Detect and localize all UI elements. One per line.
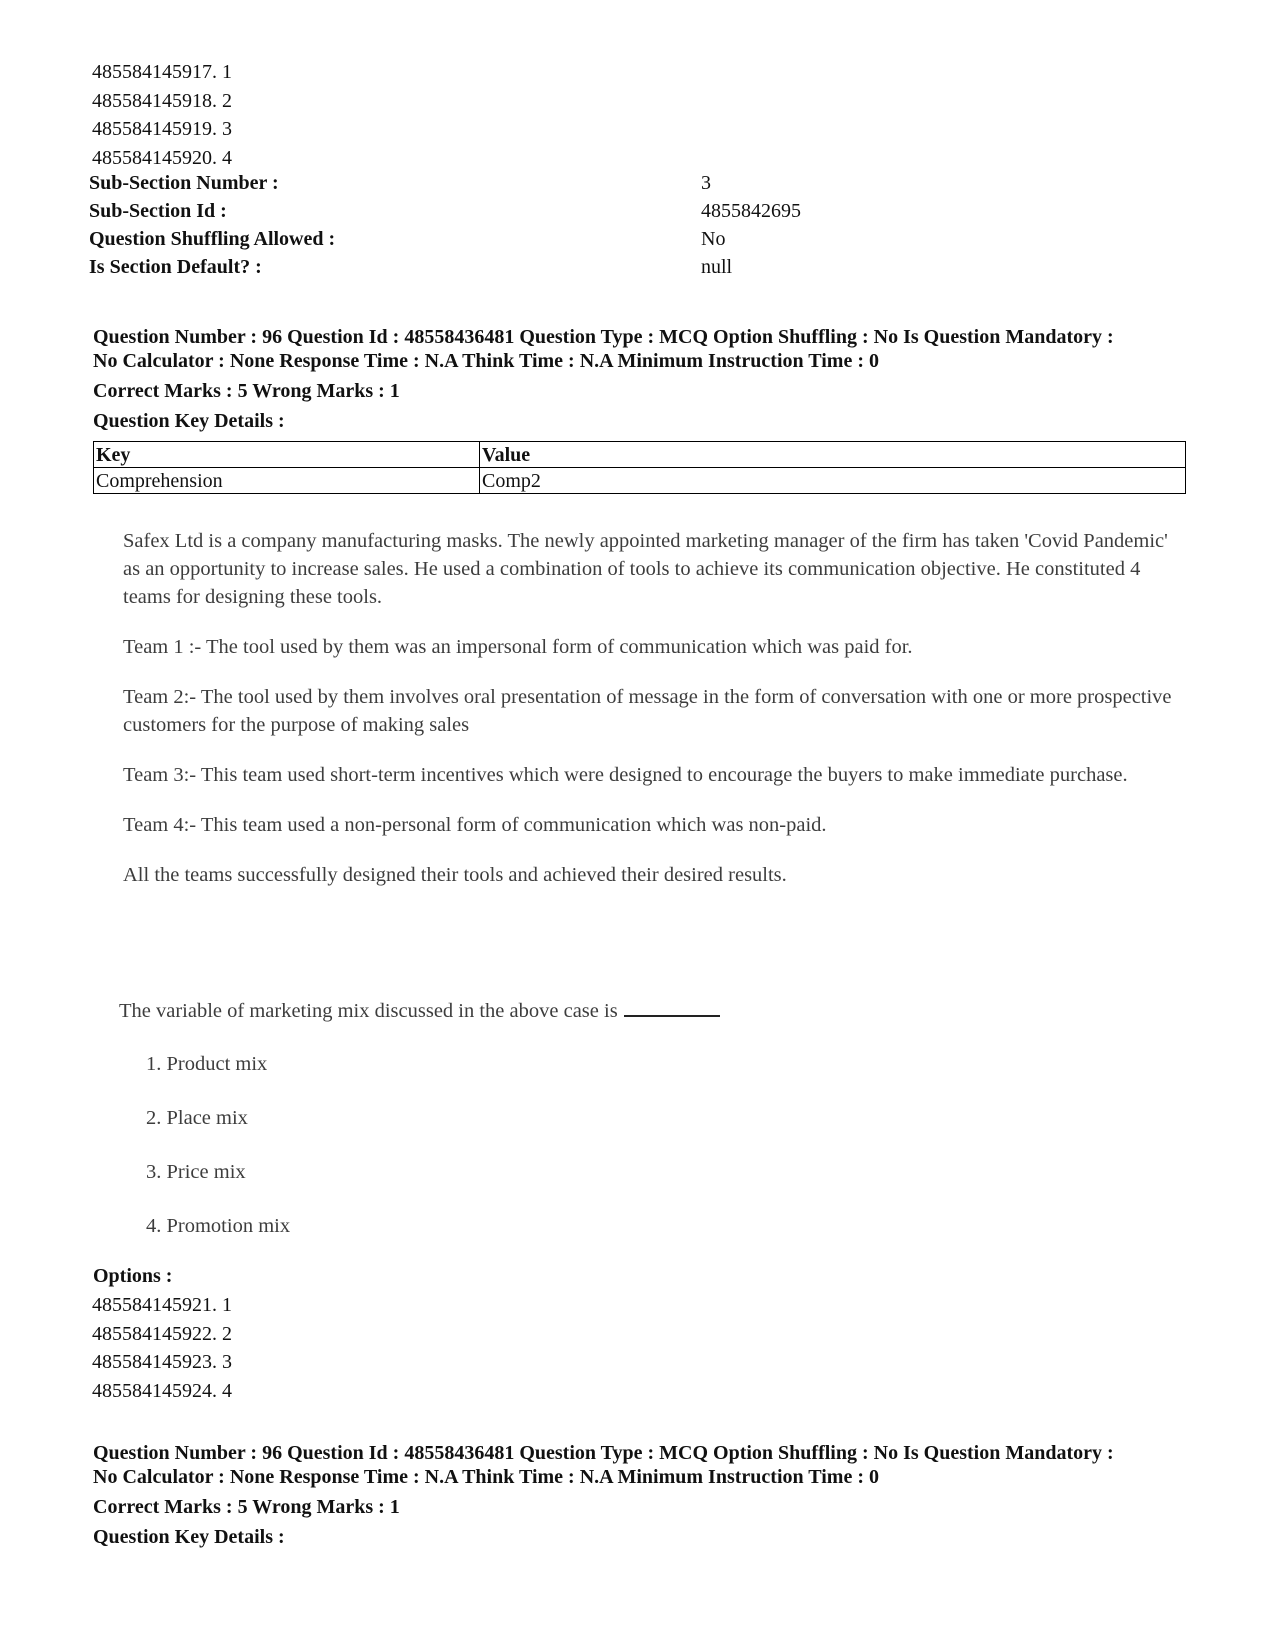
subsection-number-value: 3 — [701, 172, 711, 194]
section-default-label: Is Section Default? : — [89, 256, 262, 278]
passage-paragraph: Team 3:- This team used short-term incentives which were designed to encourage the buyers to make immediate purchase. — [123, 764, 1128, 786]
shuffling-allowed-label: Question Shuffling Allowed : — [89, 228, 336, 250]
answer-blank — [624, 999, 720, 1017]
option-line: 485584145922. 2 — [92, 1322, 232, 1345]
next-question-header — [93, 1441, 1203, 1549]
passage-paragraph: Team 2:- The tool used by them involves oral presentation of message in the form of conversation with one or more prospective customers for the purpose of making sales — [123, 686, 1172, 736]
question-marks: Correct Marks : 5 Wrong Marks : 1 — [93, 1496, 400, 1518]
passage-paragraph: Team 1 :- The tool used by them was an impersonal form of communication which was paid for. — [123, 636, 913, 658]
options-list — [92, 1291, 232, 1405]
previous-options-list — [92, 58, 232, 172]
question-marks: Correct Marks : 5 Wrong Marks : 1 — [93, 380, 400, 402]
question-meta-line-1: Question Number : 96 Question Id : 48558436481 Question Type : MCQ Option Shuffling : No Is Question Mandatory : — [93, 1442, 1114, 1464]
option-line: 485584145921. 1 — [92, 1294, 232, 1316]
question-header — [93, 325, 1203, 433]
choice-item: 3. Price mix — [146, 1161, 246, 1183]
question-text — [119, 999, 720, 1023]
choice-item: 1. Product mix — [146, 1053, 268, 1075]
option-line: 485584145917. 1 — [92, 61, 232, 83]
subsection-number-label: Sub-Section Number : — [89, 172, 279, 194]
option-line: 485584145919. 3 — [92, 118, 232, 140]
question-stem: The variable of marketing mix discussed in the above case is — [119, 1000, 618, 1022]
choice-item: 4. Promotion mix — [146, 1215, 291, 1237]
comprehension-passage — [123, 527, 1183, 911]
option-line: 485584145924. 4 — [92, 1379, 232, 1402]
question-meta-line-2: No Calculator : None Response Time : N.A Think Time : N.A Minimum Instruction Time : 0 — [93, 350, 879, 372]
key-table-header-row — [94, 442, 1186, 468]
subsection-id-label: Sub-Section Id : — [89, 200, 227, 222]
passage-paragraph: Safex Ltd is a company manufacturing masks. The newly appointed marketing manager of the firm has taken 'Covid Pandemic' as an opportunity to increase sales. He used a combination of tools to achieve its communication objective. He constituted 4 teams for designing these tools. — [123, 530, 1168, 608]
question-key-details-title: Question Key Details : — [93, 1526, 285, 1548]
key-table-cell-key: Comprehension — [94, 468, 480, 494]
answer-choices — [146, 1050, 290, 1266]
key-table-header-key: Key — [94, 442, 480, 468]
key-table-cell-value: Comp2 — [480, 468, 1186, 494]
shuffling-allowed-value: No — [701, 228, 726, 250]
option-line: 485584145918. 2 — [92, 89, 232, 112]
question-key-details-title: Question Key Details : — [93, 410, 285, 432]
options-title: Options : — [93, 1265, 173, 1287]
passage-paragraph: Team 4:- This team used a non-personal form of communication which was non-paid. — [123, 814, 827, 836]
passage-paragraph: All the teams successfully designed their tools and achieved their desired results. — [123, 864, 787, 886]
choice-item: 2. Place mix — [146, 1107, 248, 1129]
option-line: 485584145923. 3 — [92, 1351, 232, 1373]
section-default-value: null — [701, 256, 733, 278]
option-line: 485584145920. 4 — [92, 146, 232, 169]
key-table-header-value: Value — [480, 442, 1186, 468]
question-key-table — [93, 441, 1186, 494]
question-meta-line-2: No Calculator : None Response Time : N.A Think Time : N.A Minimum Instruction Time : 0 — [93, 1466, 879, 1488]
key-table-row — [94, 468, 1186, 494]
question-meta-line-1: Question Number : 96 Question Id : 48558436481 Question Type : MCQ Option Shuffling : No Is Question Mandatory : — [93, 326, 1114, 348]
subsection-id-value: 4855842695 — [701, 200, 801, 222]
